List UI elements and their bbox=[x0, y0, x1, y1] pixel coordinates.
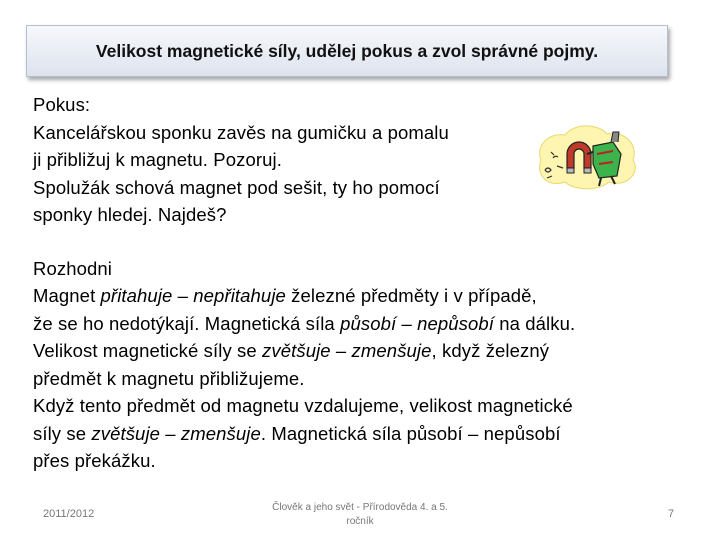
choice-acts: působí – nepůsobí bbox=[340, 312, 494, 334]
experiment-line: Spolužák schová magnet pod sešit, ty ho pomocí bbox=[33, 176, 440, 198]
decide-section bbox=[33, 255, 683, 475]
decide-heading: Rozhodni bbox=[33, 257, 112, 279]
experiment-line: ji přibližuj k magnetu. Pozoruj. bbox=[33, 149, 282, 170]
decide-line-1: Magnet přitahuje – nepřitahuje železné předměty i v případě, bbox=[33, 285, 537, 306]
page-number: 7 bbox=[668, 508, 675, 520]
decide-line-7: přes překážku. bbox=[33, 450, 156, 471]
choice-increases-2: zvětšuje – zmenšuje bbox=[91, 422, 261, 444]
footer-date: 2011/2012 bbox=[43, 508, 95, 520]
choice-attracts: přitahuje – nepřitahuje bbox=[100, 285, 286, 306]
magnet-figure-icon bbox=[527, 118, 647, 193]
decide-line-3: Velikost magnetické síly se zvětšuje – zmenšuje, když železný bbox=[33, 340, 550, 361]
experiment-line: sponky hledej. Najdeš? bbox=[33, 204, 227, 225]
slide-title-box bbox=[26, 25, 668, 77]
decide-line-6: síly se zvětšuje – zmenšuje. Magnetická síla působí – nepůsobí bbox=[33, 422, 561, 444]
choice-increases: zvětšuje – zmenšuje bbox=[262, 340, 432, 361]
slide-title: Velikost magnetické síly, udělej pokus a zvol správné pojmy. bbox=[95, 40, 599, 61]
decide-line-2: že se ho nedotýkají. Magnetická síla působí – nepůsobí na dálku. bbox=[33, 312, 576, 334]
decide-line-4: předmět k magnetu přibližujeme. bbox=[33, 367, 305, 389]
experiment-line: Kancelářskou sponku zavěs na gumičku a pomalu bbox=[33, 121, 449, 143]
footer-course: Člověk a jeho svět - Přírodověda 4. a 5. ročník bbox=[272, 502, 448, 527]
decide-line-5: Když tento předmět od magnetu vzdalujeme, velikost magnetické bbox=[33, 395, 573, 416]
experiment-heading: Pokus: bbox=[33, 94, 91, 115]
